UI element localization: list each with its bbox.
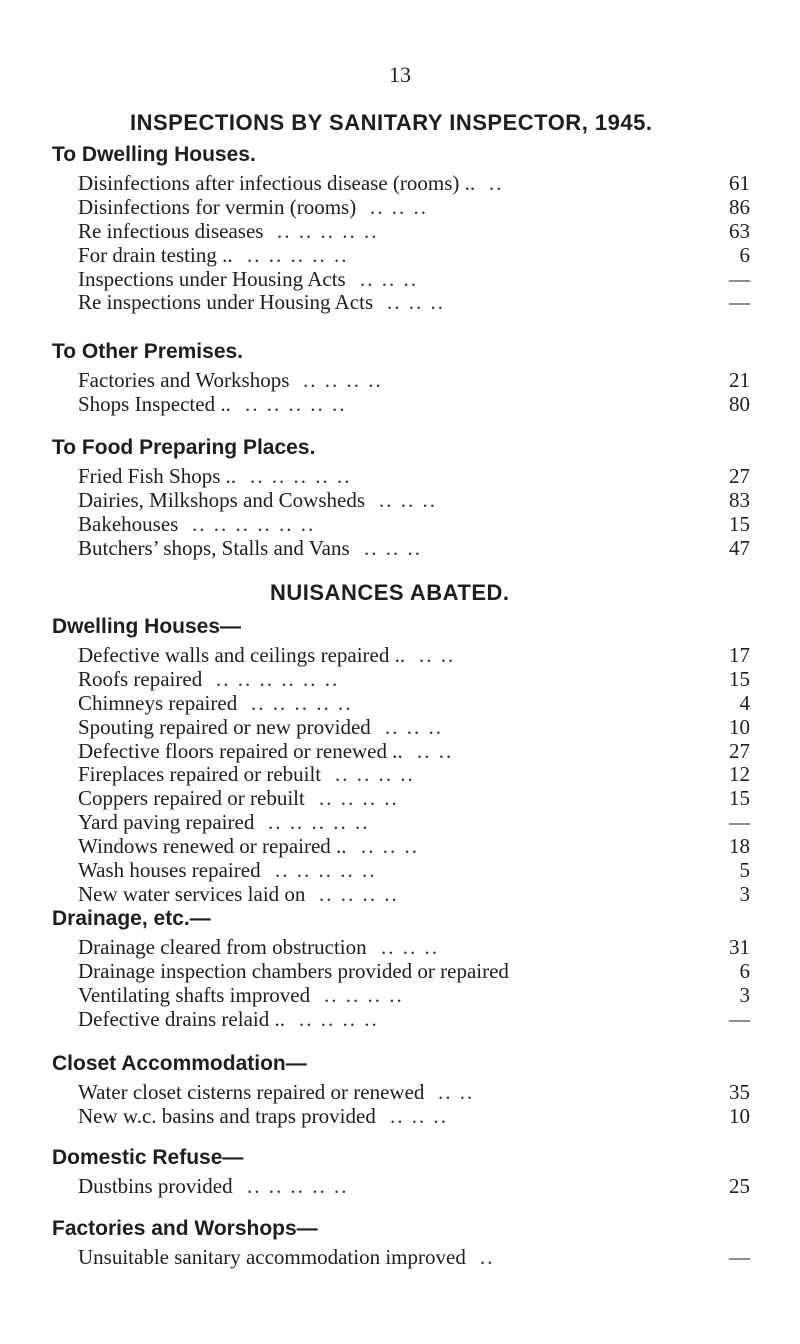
row-label: Fried Fish Shops .. xyxy=(78,464,237,488)
section-dwelling-houses xyxy=(52,138,752,315)
table-row xyxy=(52,692,752,716)
table-row xyxy=(52,984,752,1008)
row-label: Drainage cleared from obstruction xyxy=(78,935,367,959)
row-value: 63 xyxy=(729,218,750,243)
dot-leader: .. xyxy=(489,172,504,195)
row-value: 17 xyxy=(729,643,750,667)
row-value: 4 xyxy=(739,690,750,715)
table-row xyxy=(52,244,752,268)
table-row xyxy=(52,489,752,513)
row-value: 3 xyxy=(739,982,750,1007)
section-title-nuisances: NUISANCES ABATED. xyxy=(270,580,510,605)
dot-leader: .. .. .. .. xyxy=(299,1007,379,1031)
row-label: Re infectious diseases xyxy=(78,218,264,243)
row-label: Roofs repaired xyxy=(78,666,203,691)
row-label: Shops Inspected .. xyxy=(78,391,231,416)
table-row xyxy=(52,1246,752,1270)
section-heading: Factories and Worshops— xyxy=(52,1217,318,1240)
row-label: Drainage inspection chambers provided or repaired xyxy=(78,958,509,983)
row-value: 83 xyxy=(729,487,750,512)
row-value: 31 xyxy=(729,935,750,959)
row-value: 15 xyxy=(729,666,750,691)
dot-leader: .. .. .. .. xyxy=(319,882,399,906)
row-value: 35 xyxy=(729,1080,750,1104)
table-row xyxy=(52,960,752,984)
table-row xyxy=(52,763,752,787)
row-label: Fireplaces repaired or rebuilt xyxy=(78,762,322,787)
dot-leader: .. .. .. .. .. xyxy=(245,392,347,416)
dot-leader: .. .. .. .. .. xyxy=(275,859,377,883)
table-row xyxy=(52,537,752,561)
dot-leader: .. .. .. xyxy=(370,195,428,219)
row-label: Defective walls and ceilings repaired .. xyxy=(78,643,406,667)
section-drainage xyxy=(52,902,752,1032)
row-value: 27 xyxy=(729,738,750,763)
row-label: Windows renewed or repaired .. xyxy=(78,834,347,859)
row-value: — xyxy=(729,266,750,291)
dot-leader: .. .. .. xyxy=(387,291,445,315)
table-row xyxy=(52,835,752,859)
dot-leader: .. .. .. .. .. xyxy=(251,691,353,715)
table-row xyxy=(52,268,752,292)
row-value: 15 xyxy=(729,511,750,536)
table-row xyxy=(52,668,752,692)
row-label: Chimneys repaired xyxy=(78,690,238,715)
row-value: — xyxy=(729,810,750,835)
dot-leader: .. .. .. xyxy=(360,267,418,291)
dot-leader: .. .. .. .. .. xyxy=(250,465,352,488)
section-dwelling-houses-nuisances xyxy=(52,610,752,907)
dot-leader: .. .. .. .. .. .. xyxy=(216,667,340,691)
dot-leader: .. .. .. .. .. .. xyxy=(192,512,316,536)
table-row xyxy=(52,716,752,740)
row-label: Defective drains relaid .. xyxy=(78,1006,285,1031)
dot-leader: .. .. .. .. xyxy=(335,763,415,787)
row-value: 6 xyxy=(739,958,750,983)
dot-leader: .. .. .. .. .. xyxy=(277,219,379,243)
table-row xyxy=(52,369,752,393)
row-value: 27 xyxy=(729,464,750,488)
table-row xyxy=(52,740,752,764)
row-value: 10 xyxy=(729,714,750,739)
row-value: 3 xyxy=(739,881,750,906)
table-row xyxy=(52,936,752,960)
row-value: 61 xyxy=(729,171,750,195)
row-label: Dairies, Milkshops and Cowsheds xyxy=(78,487,365,512)
section-closet-accommodation xyxy=(52,1047,752,1129)
table-row xyxy=(52,787,752,811)
table-row xyxy=(52,1008,752,1032)
table-row xyxy=(52,291,752,315)
table-row xyxy=(52,1105,752,1129)
table-row xyxy=(52,220,752,244)
row-value: — xyxy=(729,1245,750,1269)
dot-leader: .. .. .. xyxy=(361,835,419,859)
section-other-premises xyxy=(52,335,752,417)
row-value: 18 xyxy=(729,834,750,859)
dot-leader: .. .. .. .. xyxy=(319,787,399,811)
row-value: — xyxy=(729,290,750,315)
row-label: Butchers’ shops, Stalls and Vans xyxy=(78,535,350,560)
page-number: 13 xyxy=(389,62,411,87)
table-row xyxy=(52,172,752,196)
row-label: For drain testing .. xyxy=(78,242,233,267)
row-label: Defective floors repaired or renewed .. xyxy=(78,738,403,763)
section-factories-workshops xyxy=(52,1212,752,1270)
table-row xyxy=(52,1175,752,1199)
section-heading: To Food Preparing Places. xyxy=(52,436,316,459)
row-label: Yard paving repaired xyxy=(78,810,255,835)
dot-leader: .. .. .. .. .. xyxy=(247,243,349,267)
row-label: Wash houses repaired xyxy=(78,858,261,883)
row-label: Bakehouses xyxy=(78,511,179,536)
dot-leader: .. .. .. .. xyxy=(303,369,383,392)
table-row xyxy=(52,1081,752,1105)
section-heading: Closet Accommodation— xyxy=(52,1052,307,1075)
row-label: Coppers repaired or rebuilt xyxy=(78,786,305,811)
dot-leader: .. .. xyxy=(438,1081,475,1104)
row-label: New w.c. basins and traps provided xyxy=(78,1103,376,1128)
dot-leader: .. .. .. xyxy=(379,488,437,512)
section-domestic-refuse xyxy=(52,1141,752,1199)
row-value: 12 xyxy=(729,762,750,787)
row-label: Re inspections under Housing Acts xyxy=(78,290,374,315)
page-title: INSPECTIONS BY SANITARY INSPECTOR, 1945. xyxy=(130,110,653,135)
table-row xyxy=(52,811,752,835)
row-label: New water services laid on xyxy=(78,881,306,906)
row-label: Inspections under Housing Acts xyxy=(78,266,346,291)
dot-leader: .. .. .. .. xyxy=(324,983,404,1007)
section-food-preparing-places xyxy=(52,431,752,561)
dot-leader: .. .. .. .. .. xyxy=(247,1175,349,1198)
dot-leader: .. xyxy=(480,1246,495,1269)
dot-leader: .. .. .. xyxy=(364,536,422,560)
row-label: Dustbins provided xyxy=(78,1174,233,1198)
table-row xyxy=(52,513,752,537)
row-value: 15 xyxy=(729,786,750,811)
table-row xyxy=(52,465,752,489)
table-row xyxy=(52,196,752,220)
row-label: Ventilating shafts improved xyxy=(78,982,311,1007)
table-row xyxy=(52,393,752,417)
row-label: Disinfections for vermin (rooms) xyxy=(78,194,357,219)
section-heading: Domestic Refuse— xyxy=(52,1146,244,1169)
row-label: Spouting repaired or new provided xyxy=(78,714,371,739)
row-label: Unsuitable sanitary accommodation improved xyxy=(78,1245,466,1269)
row-value: 5 xyxy=(739,858,750,883)
row-value: 86 xyxy=(729,194,750,219)
dot-leader: .. .. .. xyxy=(385,715,443,739)
row-value: 6 xyxy=(739,242,750,267)
row-value: 10 xyxy=(729,1103,750,1128)
section-heading: To Dwelling Houses. xyxy=(52,143,256,166)
row-value: 21 xyxy=(729,368,750,392)
dot-leader: .. .. .. xyxy=(381,936,439,959)
dot-leader: .. .. xyxy=(419,644,456,667)
row-value: 47 xyxy=(729,535,750,560)
row-label: Water closet cisterns repaired or renewed xyxy=(78,1080,425,1104)
section-heading: Dwelling Houses— xyxy=(52,615,242,638)
dot-leader: .. .. xyxy=(417,739,454,763)
table-row xyxy=(52,859,752,883)
row-label: Disinfections after infectious disease (rooms) .. xyxy=(78,171,476,195)
dot-leader: .. .. .. .. .. xyxy=(268,811,370,835)
section-heading: Drainage, etc.— xyxy=(52,907,211,930)
row-value: 25 xyxy=(729,1174,750,1198)
section-heading: To Other Premises. xyxy=(52,340,244,363)
dot-leader: .. .. .. xyxy=(390,1104,448,1128)
table-row xyxy=(52,644,752,668)
row-value: 80 xyxy=(729,391,750,416)
row-label: Factories and Workshops xyxy=(78,368,290,392)
row-value: — xyxy=(729,1006,750,1031)
